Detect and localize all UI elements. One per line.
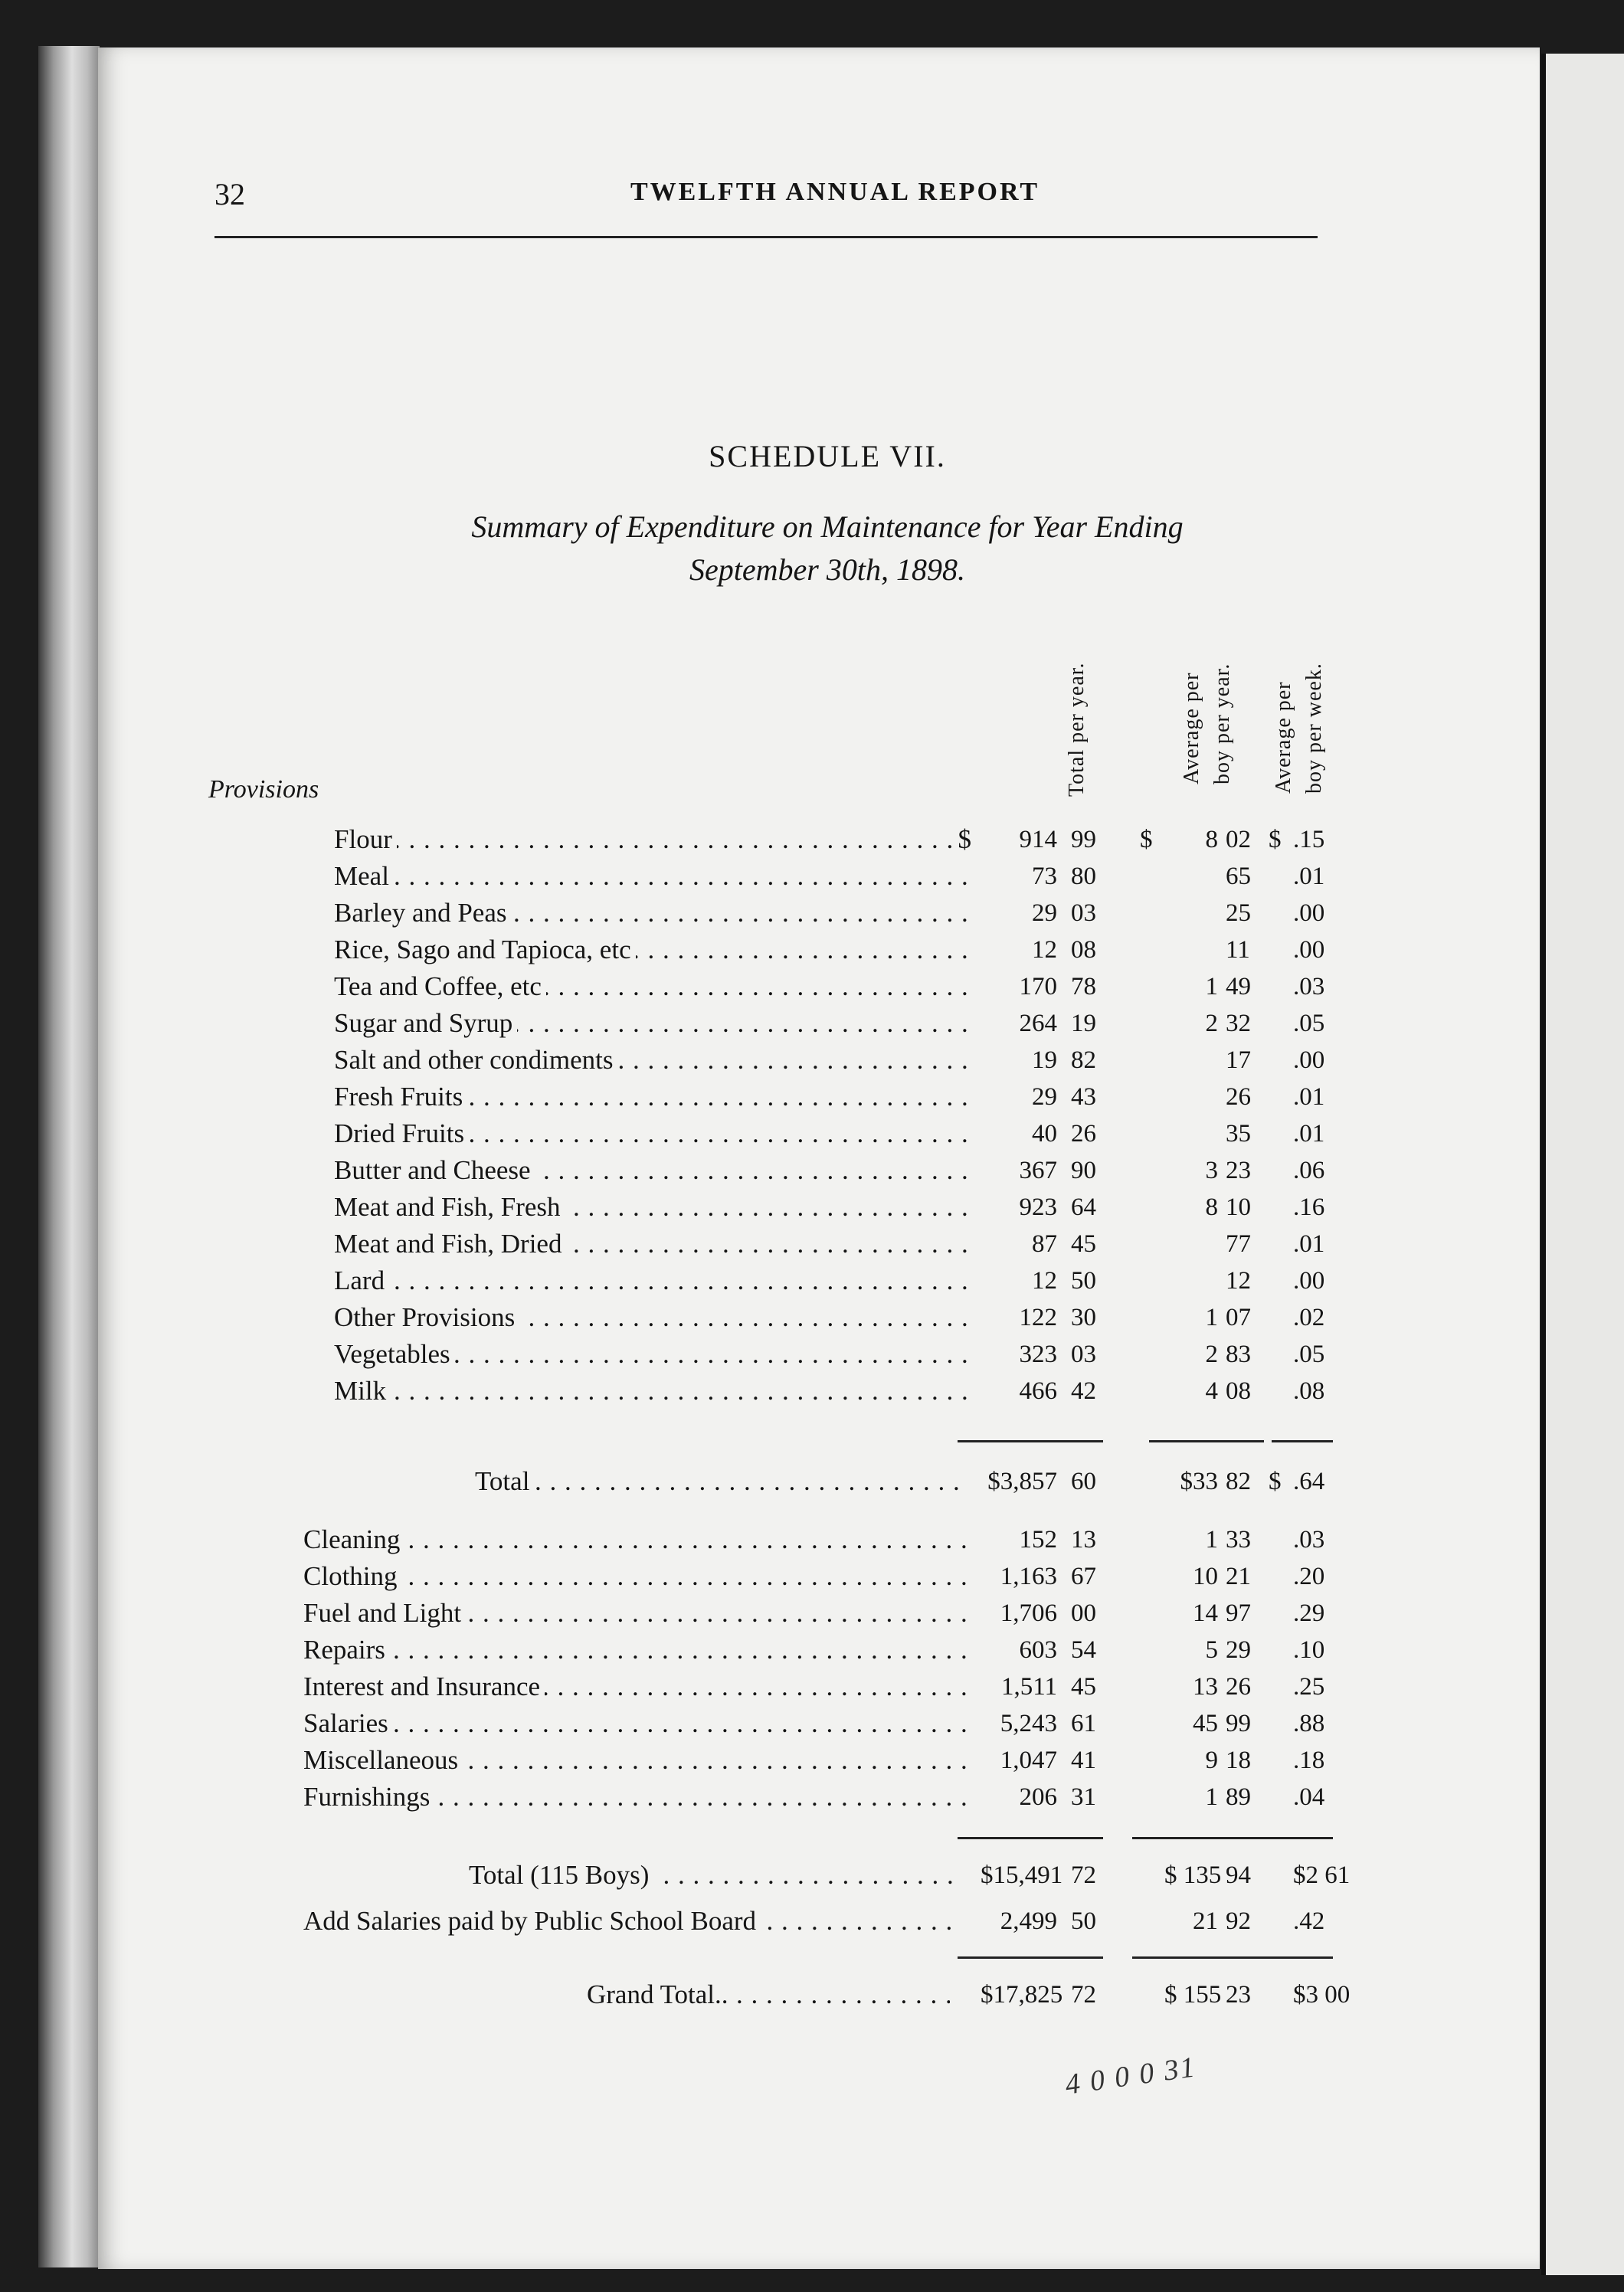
- avg-year-cents: 89: [1226, 1783, 1251, 1811]
- provision-row: [0, 1373, 1532, 1410]
- avg-year-dollars: 1: [1205, 1304, 1218, 1331]
- row-label: [303, 1521, 967, 1558]
- rule-year-col-2: [1132, 1837, 1264, 1839]
- row-label: [334, 1299, 971, 1336]
- total-dollars: 122: [1019, 1304, 1057, 1331]
- avg-week: .00: [1293, 899, 1325, 927]
- avg-year-dollars: $ 135: [1164, 1861, 1222, 1889]
- total-cents: 41: [1071, 1747, 1096, 1774]
- grand-total-row: [0, 1976, 1532, 2013]
- row-label: [334, 1373, 971, 1410]
- row-label: [303, 1632, 967, 1668]
- avg-year-dollars: 1: [1205, 973, 1218, 1000]
- provisions-heading: Provisions: [208, 775, 319, 804]
- total-dollars: 1,511: [1000, 1673, 1057, 1701]
- row-label-text: Tea and Coffee, etc: [334, 971, 546, 1001]
- total-cents: 82: [1071, 1046, 1096, 1074]
- provision-row: [0, 1189, 1532, 1226]
- header-rule: [214, 236, 1318, 238]
- total-dollars: 12: [1032, 936, 1057, 964]
- avg-year-cents: 02: [1226, 826, 1251, 853]
- avg-year-cents: 26: [1226, 1083, 1251, 1111]
- avg-week: .06: [1293, 1157, 1325, 1184]
- row-label-text: Meat and Fish, Fresh: [334, 1192, 565, 1222]
- avg-year-cents: 23: [1226, 1981, 1251, 2009]
- provision-row: [0, 1079, 1532, 1115]
- avg-year-dollars: $ 155: [1164, 1981, 1222, 2009]
- total-dollars: $3,857: [987, 1468, 1057, 1495]
- avg-year-dollars: 21: [1193, 1907, 1218, 1935]
- avg-year-cents: 29: [1226, 1636, 1251, 1664]
- row-label: [334, 1336, 971, 1373]
- avg-year-dollars: $33: [1180, 1468, 1218, 1495]
- total-dollars: 603: [1019, 1636, 1057, 1664]
- avg-year-cents: 21: [1226, 1563, 1251, 1590]
- avg-week: .01: [1293, 1083, 1325, 1111]
- provision-row: [0, 1115, 1532, 1152]
- expense-row: [0, 1632, 1532, 1668]
- row-label-text: Sugar and Syrup: [334, 1008, 517, 1038]
- row-label-text: Total: [475, 1466, 534, 1496]
- avg-week: .15: [1293, 826, 1325, 853]
- avg-year-cents: 33: [1226, 1526, 1251, 1554]
- row-label: [334, 1189, 971, 1226]
- rule-total-col-3: [958, 1956, 1103, 1959]
- subtitle-line-2: September 30th, 1898.: [689, 552, 965, 587]
- row-label-text: Fresh Fruits: [334, 1082, 467, 1112]
- row-label-text: Meat and Fish, Dried: [334, 1229, 566, 1259]
- avg-week: .00: [1293, 936, 1325, 964]
- total-dollars: 466: [1019, 1377, 1057, 1405]
- row-label: [303, 1705, 967, 1742]
- total-cents: 54: [1071, 1636, 1096, 1664]
- row-label-text: Salaries: [303, 1708, 393, 1738]
- avg-year-cents: 08: [1226, 1377, 1251, 1405]
- total-cents: 43: [1071, 1083, 1096, 1111]
- row-label-text: Furnishings: [303, 1782, 434, 1812]
- total-cents: 90: [1071, 1157, 1096, 1184]
- total-cents: 30: [1071, 1304, 1096, 1331]
- total-dollars: 923: [1019, 1193, 1057, 1221]
- avg-week: $2 61: [1293, 1861, 1351, 1889]
- year-currency-sign: $: [1140, 826, 1153, 853]
- avg-year-cents: 25: [1226, 899, 1251, 927]
- handwritten-note: 4 0 0 0 31: [1062, 2051, 1199, 2101]
- avg-year-cents: 18: [1226, 1747, 1251, 1774]
- avg-year-dollars: 9: [1205, 1747, 1218, 1774]
- avg-year-cents: 97: [1226, 1599, 1251, 1627]
- avg-week: .00: [1293, 1267, 1325, 1295]
- row-label: [303, 1558, 967, 1595]
- provision-row: [0, 1262, 1532, 1299]
- row-label-text: Barley and Peas: [334, 898, 511, 928]
- provision-row: [0, 1226, 1532, 1262]
- total-dollars: 206: [1019, 1783, 1057, 1811]
- avg-week: .18: [1293, 1747, 1325, 1774]
- total-cents: 13: [1071, 1526, 1096, 1554]
- avg-year-cents: 32: [1226, 1010, 1251, 1037]
- provision-row: [0, 1336, 1532, 1373]
- expense-row: [0, 1742, 1532, 1779]
- schedule-subtitle: [214, 506, 1440, 591]
- total-cents: 26: [1071, 1120, 1096, 1148]
- total-cents: 50: [1071, 1267, 1096, 1295]
- avg-year-cents: 99: [1226, 1710, 1251, 1737]
- total-dollars: 264: [1019, 1010, 1057, 1037]
- row-label: [334, 968, 971, 1005]
- provision-row: [0, 1152, 1532, 1189]
- avg-year-cents: 11: [1226, 936, 1250, 964]
- row-label-text: Grand Total..: [587, 1979, 733, 2009]
- total-dollars: 19: [1032, 1046, 1057, 1074]
- avg-week: .05: [1293, 1341, 1325, 1368]
- avg-year-dollars: 14: [1193, 1599, 1218, 1627]
- avg-year-cents: 65: [1226, 863, 1251, 890]
- total-dollars: 87: [1032, 1230, 1057, 1258]
- col-header-avg-week-2: boy per week.: [1302, 663, 1326, 794]
- avg-week: .10: [1293, 1636, 1325, 1664]
- expense-row: [0, 1779, 1532, 1816]
- avg-week: .08: [1293, 1377, 1325, 1405]
- avg-year-dollars: 13: [1193, 1673, 1218, 1701]
- avg-year-cents: 35: [1226, 1120, 1251, 1148]
- row-label: [587, 1976, 950, 2013]
- total-dollars: 1,706: [1000, 1599, 1057, 1627]
- total-dollars: 5,243: [1000, 1710, 1057, 1737]
- total-cents: 00: [1071, 1599, 1096, 1627]
- total-cents: 67: [1071, 1563, 1096, 1590]
- total-cents: 42: [1071, 1377, 1096, 1405]
- rule-week-col-2: [1256, 1837, 1333, 1839]
- total-dollars: 40: [1032, 1120, 1057, 1148]
- row-label: [334, 1042, 971, 1079]
- avg-year-cents: 26: [1226, 1673, 1251, 1701]
- provision-row: [0, 932, 1532, 968]
- avg-year-dollars: 3: [1205, 1157, 1218, 1184]
- total-dollars: $15,491: [981, 1861, 1063, 1889]
- total-boys-row: [0, 1857, 1532, 1894]
- col-header-avg-week-1: Average per: [1272, 681, 1295, 794]
- row-label: [303, 1779, 967, 1816]
- row-label-text: Miscellaneous: [303, 1745, 463, 1775]
- provision-row: [0, 1042, 1532, 1079]
- avg-week: .88: [1293, 1710, 1325, 1737]
- avg-year-cents: 17: [1226, 1046, 1251, 1074]
- expense-row: [0, 1705, 1532, 1742]
- total-dollars: 12: [1032, 1267, 1057, 1295]
- avg-week: .02: [1293, 1304, 1325, 1331]
- row-label: [303, 1742, 967, 1779]
- col-header-avg-year-2: boy per year.: [1210, 663, 1234, 784]
- avg-week: .01: [1293, 863, 1325, 890]
- avg-year-dollars: 2: [1205, 1341, 1218, 1368]
- row-label: [303, 1903, 962, 1940]
- total-cents: 03: [1071, 899, 1096, 927]
- rule-total-col-2: [958, 1837, 1103, 1839]
- row-label-text: Meal: [334, 861, 394, 891]
- avg-week: .42: [1293, 1907, 1325, 1935]
- total-cents: 60: [1071, 1468, 1096, 1495]
- total-dollars: 170: [1019, 973, 1057, 1000]
- total-cents: 03: [1071, 1341, 1096, 1368]
- facing-page-edge: [1541, 54, 1624, 2275]
- row-label: [334, 1262, 971, 1299]
- row-label-text: Salt and other condiments: [334, 1045, 618, 1075]
- avg-year-dollars: 8: [1205, 826, 1218, 853]
- row-label-text: Interest and Insurance: [303, 1672, 545, 1701]
- running-head: TWELFTH ANNUAL REPORT: [630, 178, 1040, 206]
- expense-row: [0, 1558, 1532, 1595]
- total-dollars: 73: [1032, 863, 1057, 890]
- provision-row: [0, 968, 1532, 1005]
- avg-week: .00: [1293, 1046, 1325, 1074]
- total-cents: 45: [1071, 1230, 1096, 1258]
- provision-row: [0, 858, 1532, 895]
- total-dollars: $17,825: [981, 1981, 1063, 2009]
- avg-week: .04: [1293, 1783, 1325, 1811]
- total-dollars: 367: [1019, 1157, 1057, 1184]
- total-cents: 78: [1071, 973, 1096, 1000]
- avg-year-cents: 82: [1226, 1468, 1251, 1495]
- page-number: 32: [214, 177, 245, 211]
- avg-year-cents: 92: [1226, 1907, 1251, 1935]
- expense-row: [0, 1521, 1532, 1558]
- avg-week: .20: [1293, 1563, 1325, 1590]
- row-label: [334, 1152, 971, 1189]
- rule-week-col: [1272, 1440, 1333, 1442]
- week-currency-sign: $: [1269, 1468, 1282, 1495]
- row-label-text: Other Provisions: [334, 1302, 519, 1332]
- avg-year-cents: 83: [1226, 1341, 1251, 1368]
- rule-year-col: [1149, 1440, 1264, 1442]
- row-label: [303, 1595, 967, 1632]
- row-label: [334, 1226, 971, 1262]
- row-label: [334, 1115, 971, 1152]
- row-label: [334, 1005, 971, 1042]
- row-label-text: Milk: [334, 1376, 391, 1406]
- row-label: [334, 858, 971, 895]
- provisions-total-row: [0, 1463, 1532, 1500]
- total-cents: 19: [1071, 1010, 1096, 1037]
- avg-week: .01: [1293, 1230, 1325, 1258]
- public-school-row: [0, 1903, 1532, 1940]
- provision-row: [0, 895, 1532, 932]
- avg-week: .01: [1293, 1120, 1325, 1148]
- total-cents: 99: [1071, 826, 1096, 853]
- rule-week-col-3: [1256, 1956, 1333, 1959]
- avg-year-cents: 07: [1226, 1304, 1251, 1331]
- total-cents: 61: [1071, 1710, 1096, 1737]
- avg-year-cents: 10: [1226, 1193, 1251, 1221]
- total-cents: 72: [1071, 1861, 1096, 1889]
- row-label: [475, 1463, 965, 1500]
- row-label-text: Lard: [334, 1266, 389, 1295]
- avg-year-dollars: 45: [1193, 1710, 1218, 1737]
- row-label-text: Flour: [334, 824, 397, 854]
- avg-year-dollars: 5: [1205, 1636, 1218, 1664]
- schedule-title: SCHEDULE VII.: [709, 439, 946, 473]
- avg-week: .03: [1293, 973, 1325, 1000]
- row-label-text: Vegetables: [334, 1339, 455, 1369]
- total-cents: 50: [1071, 1907, 1096, 1935]
- rule-total-col: [958, 1440, 1103, 1442]
- row-label-text: Fuel and Light: [303, 1598, 466, 1628]
- avg-year-dollars: 1: [1205, 1783, 1218, 1811]
- expense-row: [0, 1595, 1532, 1632]
- row-label: [334, 1079, 971, 1115]
- total-cents: 45: [1071, 1673, 1096, 1701]
- avg-week: .03: [1293, 1526, 1325, 1554]
- avg-year-dollars: 1: [1205, 1526, 1218, 1554]
- row-label-text: Cleaning: [303, 1524, 404, 1554]
- avg-year-cents: 49: [1226, 973, 1251, 1000]
- provision-row: [0, 821, 1532, 858]
- total-cents: 72: [1071, 1981, 1096, 2009]
- total-dollars: 323: [1019, 1341, 1057, 1368]
- avg-week: .64: [1293, 1468, 1325, 1495]
- row-label-text: Repairs: [303, 1635, 390, 1665]
- avg-year-cents: 23: [1226, 1157, 1251, 1184]
- total-cents: 64: [1071, 1193, 1096, 1221]
- total-dollars: 2,499: [1000, 1907, 1057, 1935]
- avg-year-cents: 77: [1226, 1230, 1251, 1258]
- subtitle-line-1: Summary of Expenditure on Maintenance for Year Ending: [471, 509, 1184, 544]
- provision-row: [0, 1005, 1532, 1042]
- total-dollars: 914: [1019, 826, 1057, 853]
- avg-week: $3 00: [1293, 1981, 1351, 2009]
- row-label-text: Rice, Sago and Tapioca, etc: [334, 935, 636, 964]
- total-cents: 80: [1071, 863, 1096, 890]
- row-label: [334, 895, 971, 932]
- avg-year-cents: 12: [1226, 1267, 1251, 1295]
- avg-year-cents: 94: [1226, 1861, 1251, 1889]
- row-label: [334, 821, 971, 858]
- row-label: [303, 1668, 967, 1705]
- total-dollars: 152: [1019, 1526, 1057, 1554]
- expense-row: [0, 1668, 1532, 1705]
- avg-week: .05: [1293, 1010, 1325, 1037]
- avg-week: .16: [1293, 1193, 1325, 1221]
- total-cents: 08: [1071, 936, 1096, 964]
- provision-row: [0, 1299, 1532, 1336]
- total-dollars: 1,047: [1000, 1747, 1057, 1774]
- col-header-total: Total per year.: [1065, 662, 1089, 797]
- row-label-text: Clothing: [303, 1561, 402, 1591]
- avg-year-dollars: 8: [1205, 1193, 1218, 1221]
- total-dollars: 29: [1032, 1083, 1057, 1111]
- row-label-text: Dried Fruits: [334, 1118, 469, 1148]
- row-label-text: Total (115 Boys): [469, 1860, 653, 1890]
- col-header-avg-year-1: Average per: [1180, 672, 1203, 784]
- row-label-text: Add Salaries paid by Public School Board: [303, 1906, 761, 1936]
- total-dollars: 29: [1032, 899, 1057, 927]
- total-cents: 31: [1071, 1783, 1096, 1811]
- currency-sign: $: [954, 821, 972, 858]
- avg-year-dollars: 10: [1193, 1563, 1218, 1590]
- row-label-text: Butter and Cheese: [334, 1155, 535, 1185]
- total-dollars: 1,163: [1000, 1563, 1057, 1590]
- row-label: [334, 932, 971, 968]
- row-label: [469, 1857, 958, 1894]
- week-currency-sign: $: [1269, 826, 1282, 853]
- rule-year-col-3: [1132, 1956, 1264, 1959]
- avg-week: .25: [1293, 1673, 1325, 1701]
- avg-year-dollars: 4: [1205, 1377, 1218, 1405]
- avg-year-dollars: 2: [1205, 1010, 1218, 1037]
- avg-week: .29: [1293, 1599, 1325, 1627]
